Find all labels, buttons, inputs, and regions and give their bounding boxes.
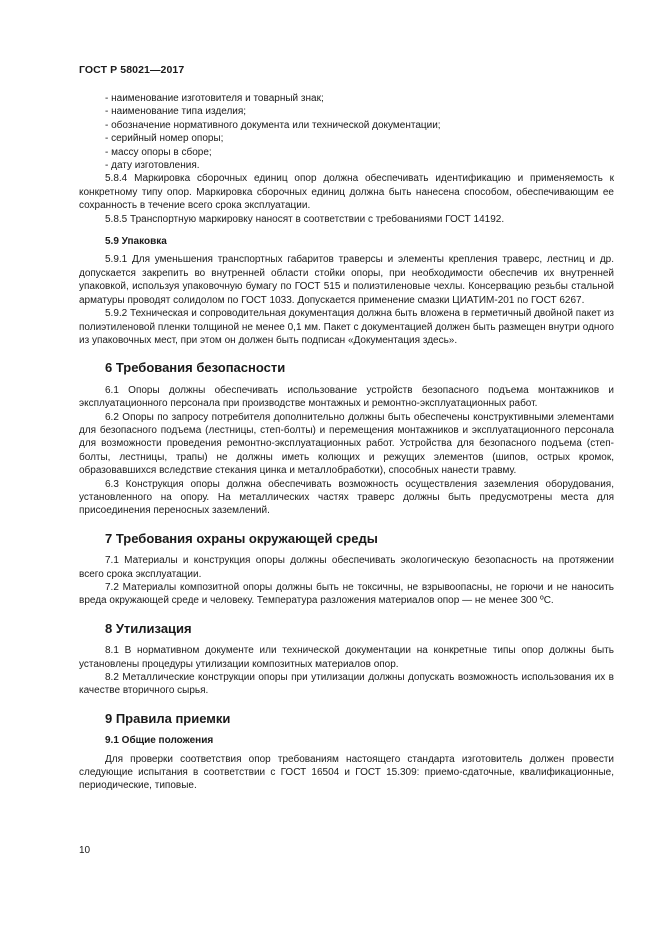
document-header: ГОСТ Р 58021—2017 — [79, 64, 185, 76]
list-item: - обозначение нормативного документа или технической документации; — [105, 119, 441, 131]
paragraph-5-9-2: 5.9.2 Техническая и сопроводительная документация должна быть вложена в герметичный двойной пакет из полиэтиленовой пленки толщиной не менее 0,1 мм. Пакет с документацией должен быть размещен внутри одного из упаковочных мест, при этом он должен быть подписан «Документация здесь». — [79, 308, 614, 346]
paragraph-5-9-1: 5.9.1 Для уменьшения транспортных габаритов траверсы и элементы крепления траверс, лестниц и др. допускается закрепить во внутренней области стойки опоры, при необходимости обеспечив их внутренней упаковкой, используя упаковочную бумагу по ГОСТ 515 и полиэтиленовые чехлы. Консервацию резьбы стальной арматуры проводят солидолом по ГОСТ 1033. Допускается применение смазки ЦИАТИМ-201 по ГОСТ 6267. — [79, 254, 614, 306]
list-item: - серийный номер опоры; — [105, 133, 224, 145]
list-item: - наименование изготовителя и товарный знак; — [105, 93, 324, 104]
paragraph-7-1: 7.1 Материалы и конструкция опоры должны обеспечивать экологическую безопасность на протяжении всего срока эксплуатации. — [79, 555, 614, 580]
list-item: - массу опоры в сборе; — [105, 146, 212, 158]
document-body — [79, 92, 614, 793]
section-heading-8: 8 Утилизация — [105, 620, 192, 636]
paragraph-9-1-text: Для проверки соответствия опор требованиям настоящего стандарта изготовитель должен провести следующие испытания в соответствии с ГОСТ 16504 и ГОСТ 15.309: приемо-сдаточные, квалификационные, периодические, типовые. — [79, 753, 614, 792]
page-number: 10 — [79, 845, 91, 856]
section-heading-7: 7 Требования охраны окружающей среды — [105, 530, 378, 546]
section-heading-9: 9 Правила приемки — [105, 710, 231, 726]
paragraph-5-8-5: 5.8.5 Транспортную маркировку наносят в соответствии с требованиями ГОСТ 14192. — [105, 213, 505, 225]
subsection-heading-5-9: 5.9 Упаковка — [105, 236, 167, 248]
paragraph-6-1: 6.1 Опоры должны обеспечивать использование устройств безопасного подъема монтажников и эксплуатационного персонала при производстве монтажных и ремонтно-эксплуатационных работ. — [79, 384, 614, 410]
section-heading-6: 6 Требования безопасности — [105, 360, 286, 376]
paragraph-6-2: 6.2 Опоры по запросу потребителя дополнительно должны быть обеспечены конструктивными элементами для безопасного подъема (лестницы, степ-болты) и перемещения монтажников и эксплуатационного персонала для возможности проведения ремонтно-эксплуатационных работ. Устройства для безопасного подъема (степ-болты, лестницы, трапы) не должны иметь колющих и режущих элементов (шипов, острых кромок, образовавшихся вследствие стекания цинка и металлобработки), способных нанести травму. — [79, 411, 614, 477]
paragraph-7-2: 7.2 Материалы композитной опоры должны быть не токсичны, не взрывоопасны, не горючи и не наносить вреда окружающей среде и человеку. Температура разложения материалов опор — не менее 300 ºС. — [79, 582, 614, 607]
paragraph-6-3: 6.3 Конструкция опоры должна обеспечивать возможность осуществления заземления оборудования, установленного на опору. На металлических частях траверс должны быть предусмотрены места для присоединения переносных заземлений. — [79, 478, 614, 517]
paragraph-8-2: 8.2 Металлические конструкции опоры при утилизации должны допускать возможность использования их в качестве вторичного сырья. — [79, 672, 614, 697]
subsection-heading-9-1: 9.1 Общие положения — [105, 735, 214, 747]
paragraph-5-8-4: 5.8.4 Маркировка сборочных единиц опор должна обеспечивать идентификацию и применяемость к конкретному типу опор. Маркировка сборочных единиц должна быть нанесена способом, обеспечивающим ее сохранность в течение всего срока эксплуатации. — [79, 173, 614, 212]
list-item: - дату изготовления. — [105, 160, 200, 172]
paragraph-8-1: 8.1 В нормативном документе или технической документации на конкретные типы опор должны быть установлены процедуры утилизации композитных материалов опор. — [79, 645, 614, 670]
list-item: - наименование типа изделия; — [105, 106, 247, 118]
